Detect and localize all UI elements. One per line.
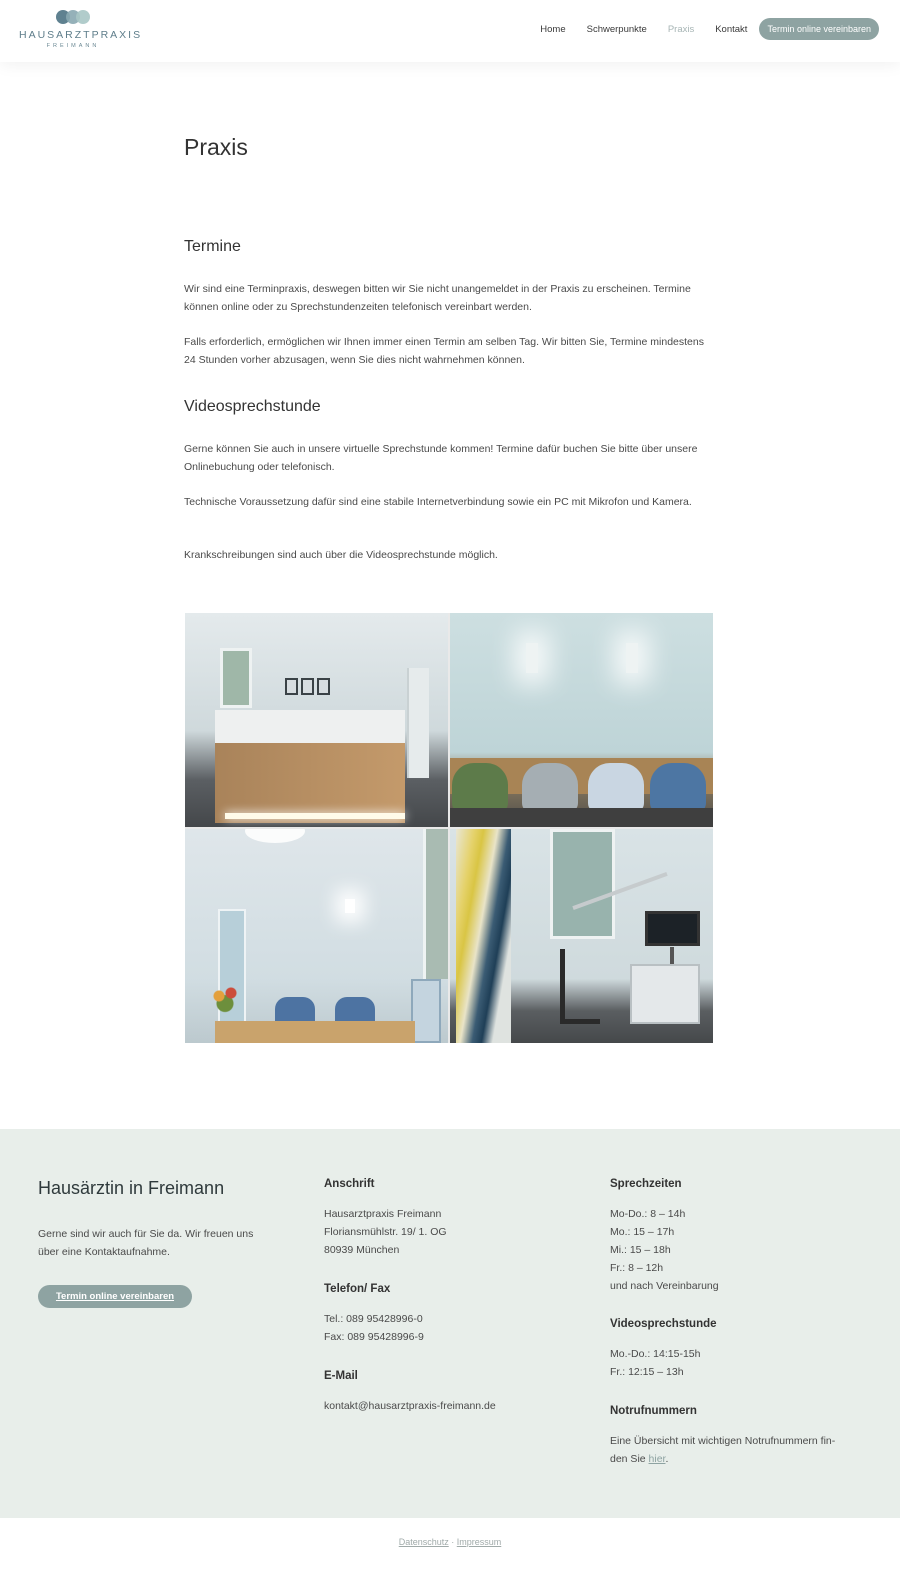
emergency-text-suffix: . xyxy=(665,1453,669,1465)
video-hours-heading: Videosprechstunde xyxy=(610,1318,717,1330)
address-line: 80939 München xyxy=(324,1244,400,1256)
photo-consultation-room[interactable] xyxy=(185,829,448,1043)
legal-separator: · xyxy=(448,1537,457,1547)
address-heading: Anschrift xyxy=(324,1178,375,1190)
photo-waiting-room[interactable] xyxy=(450,613,713,827)
photo-reception[interactable] xyxy=(185,613,448,827)
emergency-text-line2 xyxy=(610,1450,668,1468)
photo-diagnostics-room[interactable] xyxy=(450,829,713,1043)
address-line: Floriansmühlstr. 19/ 1. OG xyxy=(324,1226,447,1238)
privacy-link[interactable]: Datenschutz xyxy=(398,1537,449,1547)
hours-line: und nach Vereinbarung xyxy=(610,1280,719,1292)
photo-gallery xyxy=(185,613,713,1043)
legal-links xyxy=(0,1537,900,1547)
emergency-heading: Notrufnummern xyxy=(610,1405,697,1417)
section-heading-videosprechstunde: Videosprechstunde xyxy=(184,398,321,415)
hours-line: Mo.: 15 – 17h xyxy=(610,1226,675,1238)
paragraph: Falls erforderlich, ermöglichen wir Ihnen immer einen Termin am selben Tag. Wir bitten Sie, Termine mindestens 24 Stunden vorher abzusagen, wenn Sie dies nicht wahrnehmen können. xyxy=(184,336,704,366)
hours-line: Mi.: 15 – 18h xyxy=(610,1244,671,1256)
site-header xyxy=(0,0,900,62)
nav-home[interactable]: Home xyxy=(540,23,566,35)
paragraph: Wir sind eine Terminpraxis, deswegen bitten wir Sie nicht unangemeldet in der Praxis zu erscheinen. Termine können online oder zu Sprechstundenzeiten telefonisch vereinbart werden. xyxy=(184,283,691,313)
hours-heading: Sprechzeiten xyxy=(610,1178,682,1190)
video-hours-line: Fr.: 12:15 – 13h xyxy=(610,1366,684,1378)
logo-title: HAUSARZTPRAXIS xyxy=(19,29,143,41)
hours-line: Mo-Do.: 8 – 14h xyxy=(610,1208,686,1220)
legal-bar xyxy=(0,1518,900,1574)
main-nav xyxy=(519,18,879,40)
paragraph: Technische Voraussetzung dafür sind eine stabile Internetverbindung sowie ein PC mit Mikrofon und Kamera. xyxy=(184,496,692,508)
section-heading-termine: Termine xyxy=(184,238,241,255)
phone-heading: Telefon/ Fax xyxy=(324,1283,391,1295)
imprint-link[interactable]: Impressum xyxy=(456,1537,502,1547)
email-link[interactable]: kontakt@hausarztpraxis-freimann.de xyxy=(324,1400,496,1412)
address-line: Hausarztpraxis Freimann xyxy=(324,1208,442,1220)
email-heading: E-Mail xyxy=(324,1370,358,1382)
footer-intro-line2: über eine Kontaktaufnahme. xyxy=(38,1246,170,1258)
footer-intro-line1: Gerne sind wir auch für Sie da. Wir freuen uns xyxy=(38,1228,254,1240)
emergency-text-prefix: den Sie xyxy=(610,1453,649,1465)
nav-kontakt[interactable]: Kontakt xyxy=(715,23,748,35)
nav-schwerpunkte[interactable]: Schwerpunkte xyxy=(586,23,647,35)
hours-line: Fr.: 8 – 12h xyxy=(610,1262,664,1274)
phone-line[interactable]: Tel.: 089 95428996-0 xyxy=(324,1313,423,1325)
logo[interactable] xyxy=(19,10,143,54)
footer-title: Hausärztin in Freimann xyxy=(38,1178,225,1198)
footer-book-appointment-button[interactable]: Termin online vereinbaren xyxy=(38,1285,192,1308)
emergency-text-line1: Eine Übersicht mit wichtigen Notrufnummern fin- xyxy=(610,1435,836,1447)
paragraph: Gerne können Sie auch in unsere virtuelle Sprechstunde kommen! Termine dafür buchen Sie bitte über unsere Onlinebuchung oder telefonisch. xyxy=(184,443,698,473)
paragraph: Krankschreibungen sind auch über die Videosprechstunde möglich. xyxy=(184,549,498,561)
book-appointment-button[interactable]: Termin online vereinbaren xyxy=(759,18,879,40)
nav-praxis[interactable]: Praxis xyxy=(667,23,695,35)
logo-subtitle: FREIMANN xyxy=(46,43,100,49)
logo-mark-icon xyxy=(56,10,90,24)
fax-line: Fax: 089 95428996-9 xyxy=(324,1331,424,1343)
emergency-numbers-link[interactable]: hier xyxy=(648,1453,666,1465)
video-hours-line: Mo.-Do.: 14:15-15h xyxy=(610,1348,701,1360)
site-footer xyxy=(0,1129,900,1518)
page-title: Praxis xyxy=(184,134,248,160)
